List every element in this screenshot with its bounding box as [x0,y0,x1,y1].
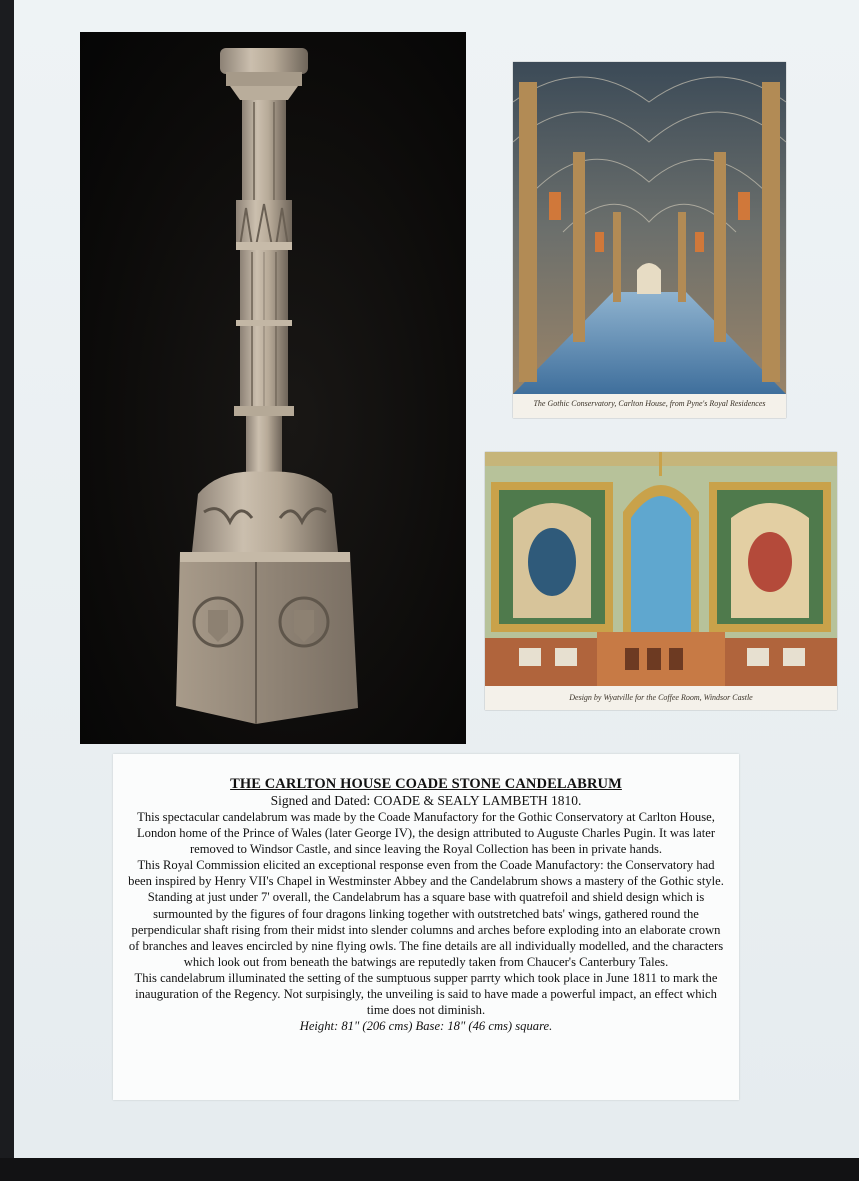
scan-edge-bottom [0,1158,859,1181]
page-title: THE CARLTON HOUSE COADE STONE CANDELABRUM [230,776,622,792]
dimensions-line: Height: 81" (206 cms) Base: 18" (46 cms) square. [299,1019,553,1034]
conservatory-caption: The Gothic Conservatory, Carlton House, from Pyne's Royal Residences [533,399,766,408]
candelabrum-illustration [80,32,466,744]
candelabrum-photo [80,32,466,744]
conservatory-picture [513,62,786,418]
coffee-room-image [485,452,837,686]
conservatory-illustration [513,62,786,394]
coffee-room-caption: Design by Wyatville for the Coffee Room, Windsor Castle [569,693,753,702]
conservatory-image [513,62,786,394]
coffee-room-picture [485,452,837,710]
paragraph-regency: This candelabrum illuminated the setting of the sumptuous supper parrty which took place in June 1811 to mark the inauguration of the Regency. Not surpisingly, the unveiling is said to have made a powerful impact, an effect which time does not diminish. [134,970,718,1018]
description-panel [113,754,739,1100]
scan-edge-left [0,0,14,1181]
signature-line: Signed and Dated: COADE & SEALY LAMBETH 1810. [270,793,582,808]
coffee-room-illustration [485,452,837,686]
paragraph-description: This Royal Commission elicited an exceptional response even from the Coade Manufactory: the Conservatory had been inspired by Henry VII's Chapel in Westminster Abbey and the Candelabrum shows a mastery of the Gothic style. Standing at just under 7' overall, the Candelabrum has a square base with quatrefoil and shield design which is surmounted by the figures of four dragons linking together with outstretched bats' wings, gathered round the perpendicular shaft rising from their midst into slender columns and arches before exploding into an elaborate crown of branches and leaves encircled by nine flying owls. The fine details are all individually modelled, and the characters which look out from beneath the batwings are reputedly taken from Chaucer's Canterbury Tales. [128,858,724,969]
paragraph-history: This spectacular candelabrum was made by the Coade Manufactory for the Gothic Conservatory at Carlton House, London home of the Prince of Wales (later George IV), the design attributed to Auguste Charles Pugin. It was later removed to Windsor Castle, and since leaving the Royal Collection has been in private hands. [136,810,716,857]
